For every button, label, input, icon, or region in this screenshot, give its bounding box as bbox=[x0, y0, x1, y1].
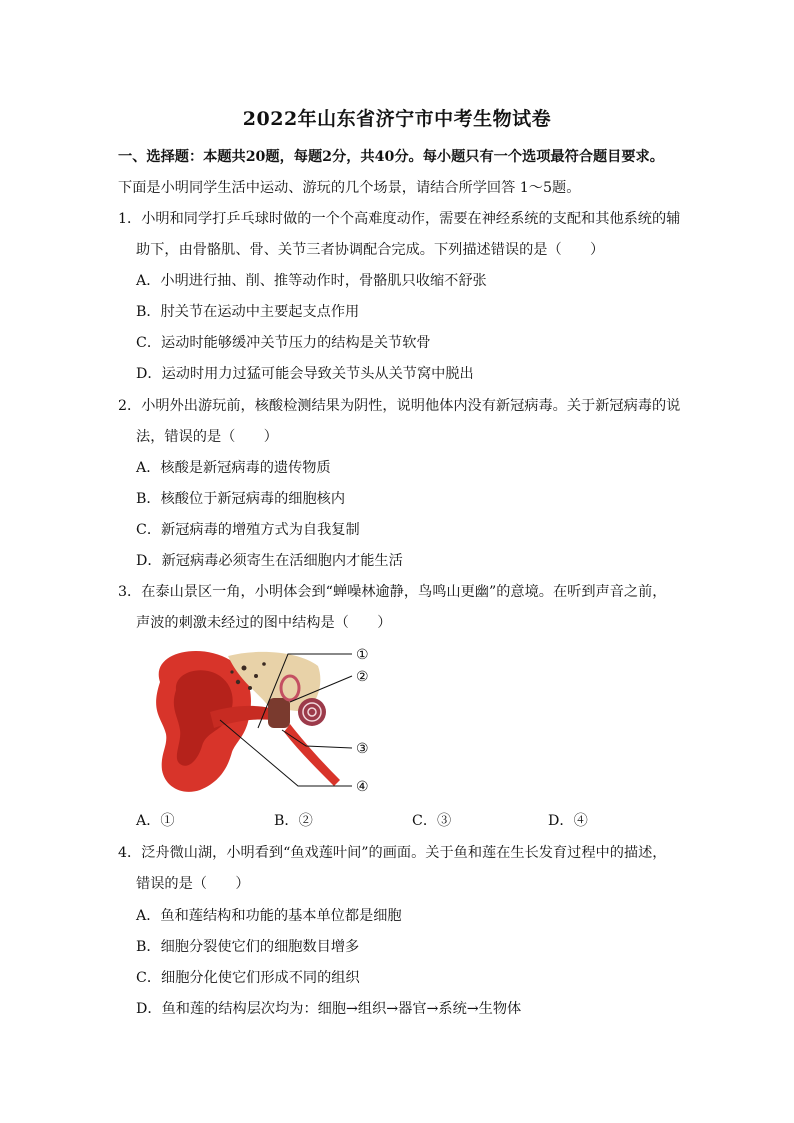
figure-label-4: ④ bbox=[356, 779, 369, 795]
question-1-line-1: 1．小明和同学打乒乓球时做的一个个高难度动作，需要在神经系统的支配和其他系统的辅 bbox=[118, 211, 681, 227]
question-4-option-c: C．细胞分化使它们形成不同的组织 bbox=[136, 970, 360, 986]
question-3-line-1: 3．在泰山景区一角，小明体会到“蝉噪林逾静，鸟鸣山更幽”的意境。在听到声音之前， bbox=[118, 584, 667, 600]
figure-label-3: ③ bbox=[356, 741, 369, 757]
question-1-option-b: B．肘关节在运动中主要起支点作用 bbox=[136, 304, 360, 320]
question-4-option-d: D．鱼和莲的结构层次均为：细胞→组织→器官→系统→生物体 bbox=[136, 1001, 522, 1017]
question-3-option-a: A．① bbox=[136, 813, 175, 829]
question-3-option-c: C．③ bbox=[412, 813, 452, 829]
figure-labels bbox=[356, 647, 369, 795]
question-1-option-c: C．运动时能够缓冲关节压力的结构是关节软骨 bbox=[136, 335, 431, 351]
question-3-option-b: B．② bbox=[274, 813, 313, 829]
cochlea-shape bbox=[298, 698, 326, 726]
middle-ear-shape bbox=[268, 698, 290, 728]
question-4-line-2: 错误的是（ ） bbox=[136, 876, 250, 892]
question-1-option-d: D．运动时用力过猛可能会导致关节头从关节窝中脱出 bbox=[136, 366, 474, 382]
page-title: 2022年山东省济宁市中考生物试卷 bbox=[242, 108, 552, 130]
question-3-line-2: 声波的刺激未经过的图中结构是（ ） bbox=[136, 615, 392, 631]
question-4-line-1: 4．泛舟微山湖，小明看到“鱼戏莲叶间”的画面。关于鱼和莲在生长发育过程中的描述， bbox=[118, 845, 667, 861]
question-2-line-1: 2．小明外出游玩前，核酸检测结果为阴性，说明他体内没有新冠病毒。关于新冠病毒的说 bbox=[118, 398, 681, 414]
question-2-option-c: C．新冠病毒的增殖方式为自我复制 bbox=[136, 522, 360, 538]
eustachian-tube-shape bbox=[284, 724, 340, 786]
question-2-option-d: D．新冠病毒必须寄生在活细胞内才能生活 bbox=[136, 553, 403, 569]
figure-label-1: ① bbox=[356, 647, 369, 663]
ear-diagram bbox=[140, 642, 380, 800]
question-4-option-a: A．鱼和莲结构和功能的基本单位都是细胞 bbox=[136, 908, 402, 924]
section-heading: 一、选择题：本题共20题，每题2分，共40分。每小题只有一个选项最符合题目要求。 bbox=[118, 149, 664, 165]
intro-text: 下面是小明同学生活中运动、游玩的几个场景，请结合所学回答 1～5题。 bbox=[118, 180, 581, 196]
question-1-line-2: 助下，由骨骼肌、骨、关节三者协调配合完成。下列描述错误的是（ ） bbox=[136, 242, 605, 258]
figure-label-2: ② bbox=[356, 669, 369, 685]
question-2-line-2: 法，错误的是（ ） bbox=[136, 429, 278, 445]
question-3-option-d: D．④ bbox=[548, 813, 588, 829]
question-2-option-a: A．核酸是新冠病毒的遗传物质 bbox=[136, 460, 331, 476]
question-1-option-a: A．小明进行抽、削、推等动作时，骨骼肌只收缩不舒张 bbox=[136, 273, 487, 289]
question-2-option-b: B．核酸位于新冠病毒的细胞核内 bbox=[136, 491, 346, 507]
question-4-option-b: B．细胞分裂使它们的细胞数目增多 bbox=[136, 939, 360, 955]
